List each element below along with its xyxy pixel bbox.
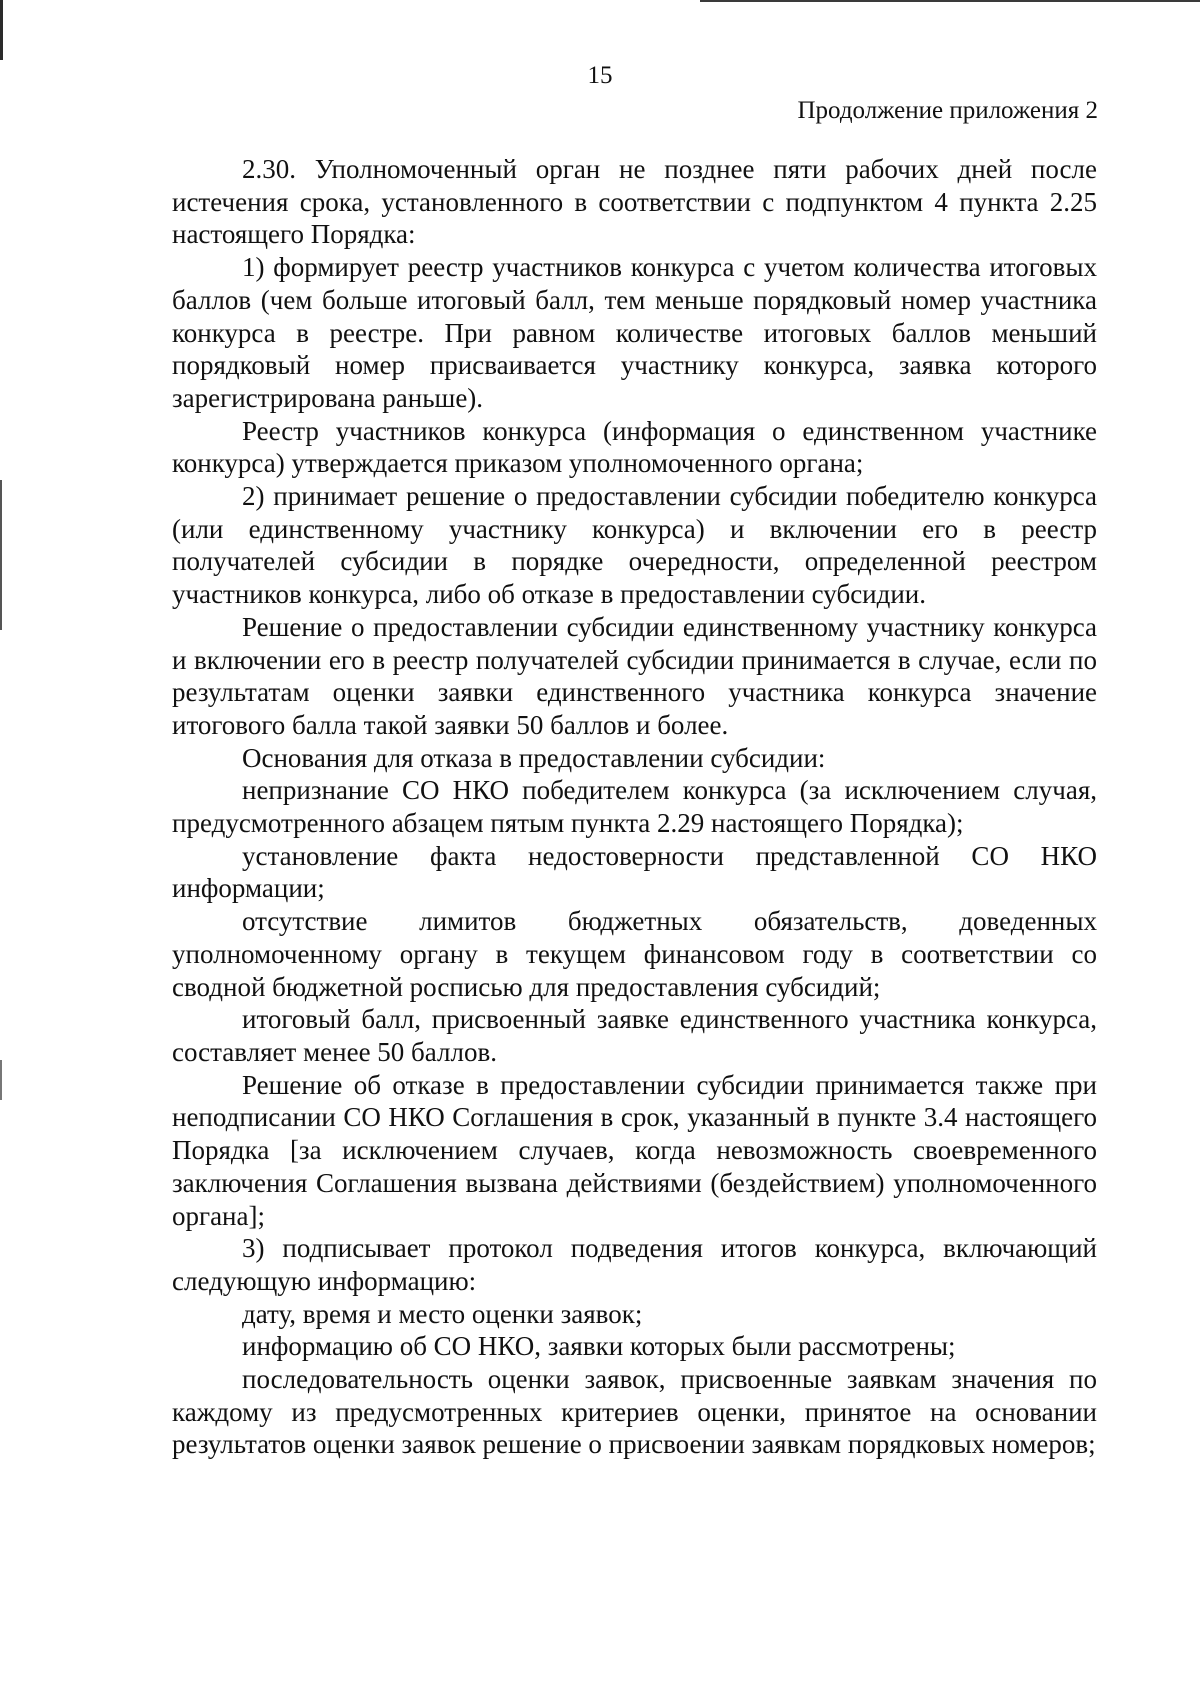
paragraph: дату, время и место оценки заявок; [242,1298,643,1329]
paragraph: 3) подписывает протокол подведения итогов конкурса, включающий следующую информацию: [172,1233,1097,1296]
paragraph: 2) принимает решение о предоставлении субсидии победителю конкурса (или единственному участнику конкурса) и включении его в реестр получателей субсидии в порядке очередности, определенной реестром участников конкурса, либо об отказе в предоставлении субсидии. [172,481,1097,610]
document-body [172,153,1097,1461]
scan-edge-left [0,0,3,60]
appendix-continuation-note: Продолжение приложения 2 [797,97,1098,124]
paragraph: Основания для отказа в предоставлении субсидии: [242,742,826,773]
page-number: 15 [587,62,613,89]
paragraph: Решение о предоставлении субсидии единственному участнику конкурса и включении его в реестр получателей субсидии принимается в случае, если по результатам оценки заявки единственного участника конкурса значение итогового балла такой заявки 50 баллов и более. [172,611,1097,740]
paragraph: 2.30. Уполномоченный орган не позднее пяти рабочих дней после истечения срока, установленного в соответствии с подпунктом 4 пункта 2.25 настоящего Порядка: [172,154,1097,250]
paragraph: Реестр участников конкурса (информация о единственном участнике конкурса) утверждается приказом уполномоченного органа; [172,415,1097,479]
paragraph: 1) формирует реестр участников конкурса с учетом количества итоговых баллов (чем больше итоговый балл, тем меньше порядковый номер участника конкурса в реестре. При равном количестве итоговых баллов меньший порядковый номер присваивается участнику конкурса, заявка которого зарегистрирована раньше). [172,252,1097,413]
scan-edge-top [700,0,1200,2]
paragraph: информацию об СО НКО, заявки которых были рассмотрены; [242,1331,956,1362]
scan-edge-left [0,480,2,630]
paragraph: непризнание СО НКО победителем конкурса (за исключением случая, предусмотренного абзацем пятым пункта 2.29 настоящего Порядка); [172,775,1097,839]
paragraph: отсутствие лимитов бюджетных обязательств, доведенных уполномоченному органу в текущем финансовом году в соответствии со сводной бюджетной росписью для предоставления субсидий; [172,906,1097,1002]
paragraph: установление факта недостоверности представленной СО НКО информации; [172,840,1097,904]
scan-edge-left [0,1060,2,1100]
paragraph: последовательность оценки заявок, присвоенные заявкам значения по каждому из предусмотренных критериев оценки, принятое на основании результатов оценки заявок решение о присвоении заявкам порядковых номеров; [172,1364,1097,1460]
paragraph: Решение об отказе в предоставлении субсидии принимается также при неподписании СО НКО Соглашения в срок, указанный в пункте 3.4 настоящего Порядка [за исключением случаев, когда невозможность своевременного заключения Соглашения вызвана действиями (бездействием) уполномоченного органа]; [172,1069,1097,1231]
paragraph: итоговый балл, присвоенный заявке единственного участника конкурса, составляет менее 50 баллов. [172,1004,1097,1067]
